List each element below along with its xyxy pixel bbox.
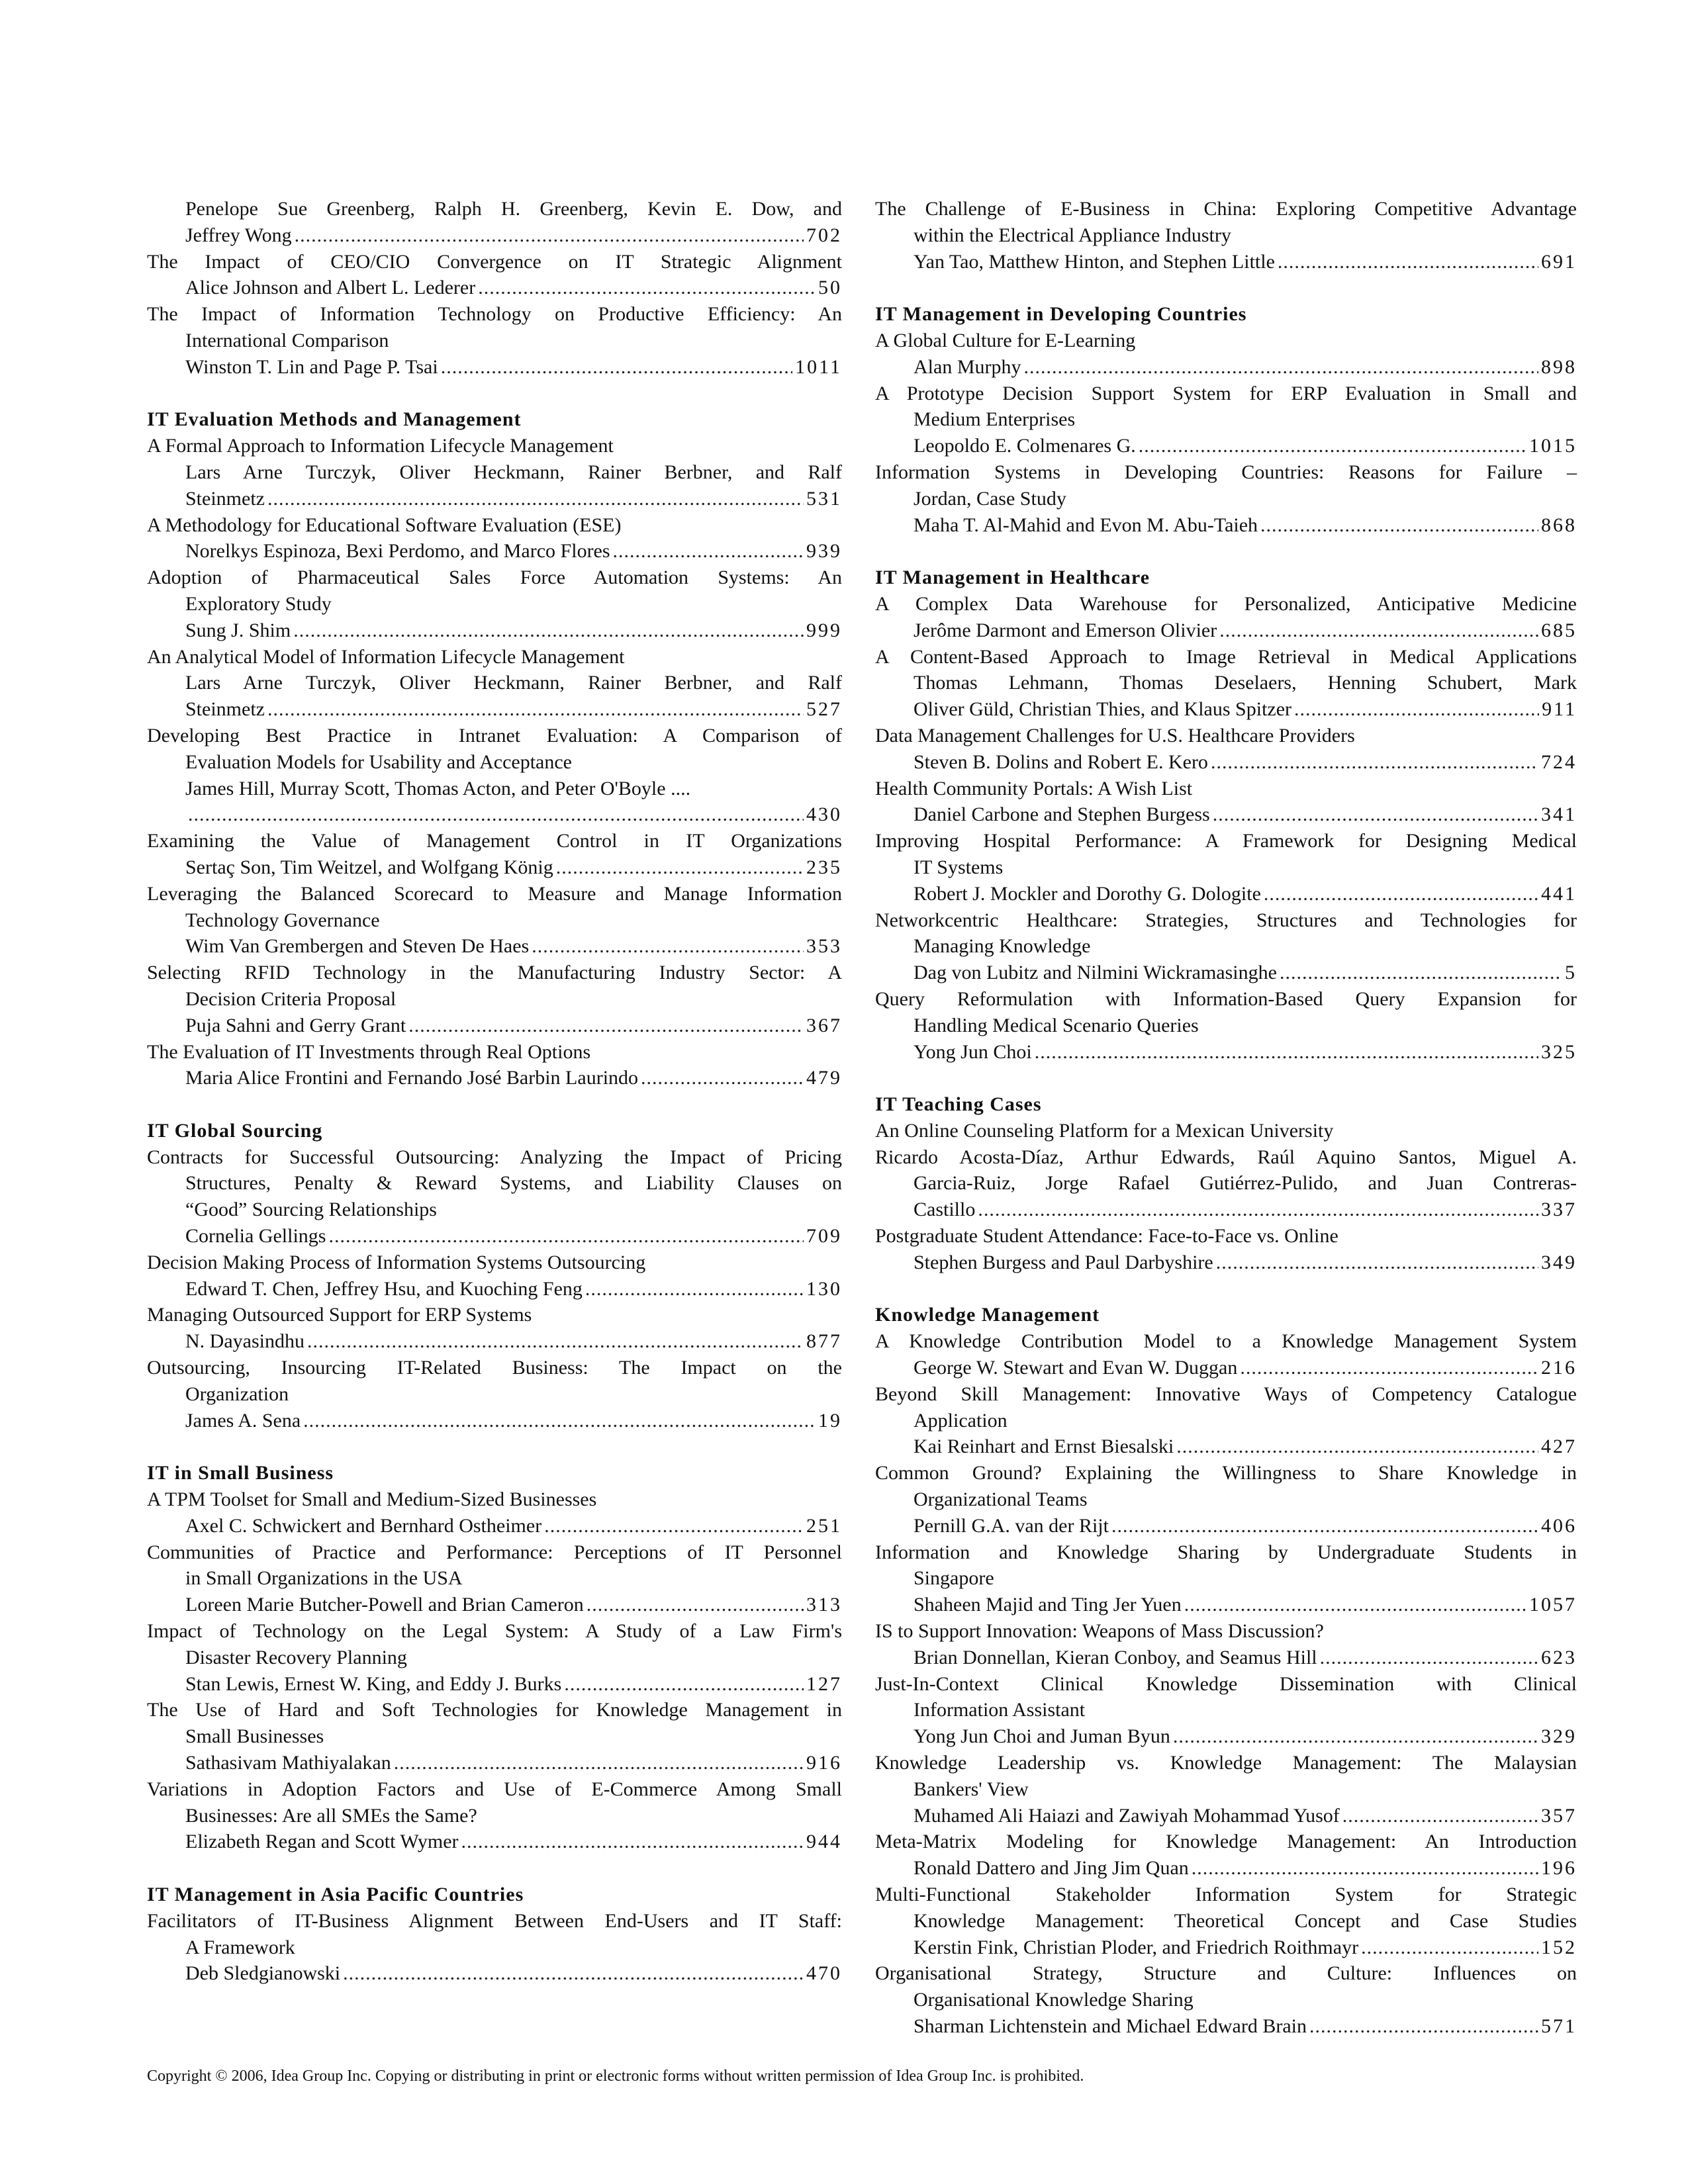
entry-authors-page [875,749,1577,776]
page-number: 916 [806,1752,842,1774]
entry-authors-page [875,1803,1577,1829]
entry-authors-page [875,1250,1577,1276]
entry-title: Businesses: Are all SMEs the Same? [185,1804,477,1827]
leader-dots [1176,1433,1538,1460]
entry-authors: Lars Arne Turczyk, Oliver Heckmann, Rainer Berbner, and Ralf [185,461,842,483]
entry-authors: Steven B. Dolins and Robert E. Kero [914,751,1208,773]
entry-authors: Steinmetz [185,487,265,510]
entry-title: A TPM Toolset for Small and Medium-Sized Businesses [147,1488,597,1511]
leader-dots [408,1013,804,1039]
entry-authors: Daniel Carbone and Stephen Burgess [914,803,1210,826]
page-number: 623 [1541,1646,1577,1668]
leader-dots [1309,2013,1538,2040]
left-column [147,196,842,1987]
entry-authors: Winston T. Lin and Page P. Tsai [185,355,438,378]
entry-title: Examining the Value of Management Control in IT Organizations [147,830,842,852]
entry-title: “Good” Sourcing Relationships [185,1199,437,1221]
leader-dots [978,1197,1538,1223]
entry-title: Medium Enterprises [914,408,1076,431]
page-number: 527 [806,698,842,721]
entry-title: Facilitators of IT-Business Alignment Between End-Users and IT Staff: [147,1909,842,1932]
entry-authors-page [147,1829,842,1855]
entry-title: Information Assistant [914,1699,1086,1721]
section-spacer [147,381,842,407]
entry-authors: Yong Jun Choi and Juman Byun [914,1725,1170,1748]
leader-dots [1184,1592,1526,1618]
page-number: 479 [806,1067,842,1089]
entry-authors: Sathasivam Mathiyalakan [185,1752,391,1774]
section-heading: Knowledge Management [875,1304,1100,1326]
entry-title: An Analytical Model of Information Lifecycle Management [147,645,625,668]
entry-authors-page [147,933,842,960]
entry-title: Decision Criteria Proposal [185,987,397,1010]
entry-title: Common Ground? Explaining the Willingness to Share Knowledge in [875,1462,1577,1484]
entry-authors-page [875,1855,1577,1882]
page-number: 50 [818,277,842,299]
section-heading: IT Evaluation Methods and Management [147,408,522,431]
entry-title: A Framework [185,1936,295,1958]
leader-dots [564,1671,804,1698]
page-number: 5 [1565,962,1577,984]
leader-dots [544,1513,804,1539]
entry-authors-page [875,960,1577,986]
leader-dots [1111,1513,1538,1539]
entry-title: Networkcentric Healthcare: Strategies, Structures and Technologies for [875,909,1577,931]
entry-title: A Methodology for Educational Software Evaluation (ESE) [147,514,622,536]
entry-title: Knowledge Management: Theoretical Concept and Case Studies [914,1909,1577,1932]
entry-title: Selecting RFID Technology in the Manufacturing Industry Sector: A [147,962,842,984]
entry-authors: Penelope Sue Greenberg, Ralph H. Greenberg, Kevin E. Dow, and [185,198,842,220]
entry-authors-page [147,1750,842,1776]
page-number: 216 [1541,1357,1577,1379]
leader-dots [1211,749,1538,776]
leader-dots [461,1829,804,1855]
page-number: 349 [1541,1251,1577,1273]
entry-title: Handling Medical Scenario Queries [914,1014,1199,1036]
entry-title: Multi-Functional Stakeholder Information System for Strategic [875,1884,1577,1905]
entry-title: The Impact of Information Technology on Productive Efficiency: An [147,303,842,326]
leader-dots [1278,249,1538,275]
entry-title: Information and Knowledge Sharing by Undergraduate Students in [875,1541,1577,1563]
page-number: 337 [1541,1199,1577,1221]
entry-authors: Pernill G.A. van der Rijt [914,1514,1109,1537]
entry-title: Evaluation Models for Usability and Acceptance [185,751,572,773]
entry-authors-page [875,354,1577,381]
leader-dots [1294,696,1539,723]
page-number: 877 [806,1330,842,1353]
leader-dots [585,1276,804,1302]
entry-authors-page [875,801,1577,828]
entry-title: Structures, Penalty & Reward Systems, and Liability Clauses on [185,1172,842,1195]
page-number: 944 [806,1831,842,1853]
page-number: 470 [806,1962,842,1985]
entry-title: Organization [185,1383,289,1405]
entry-authors: George W. Stewart and Evan W. Duggan [914,1357,1238,1379]
page-number: 313 [806,1594,842,1616]
section-heading: IT Management in Healthcare [875,567,1150,589]
entry-authors: Brian Donnellan, Kieran Conboy, and Seamus Hill [914,1646,1317,1668]
section-heading: IT in Small Business [147,1462,334,1484]
page-number: 939 [806,540,842,563]
page-number: 724 [1541,751,1577,773]
leader-dots [1361,1934,1538,1961]
entry-authors: Thomas Lehmann, Thomas Deselaers, Henning Schubert, Mark [914,672,1577,694]
entry-title: The Evaluation of IT Investments through Real Options [147,1040,591,1063]
entry-authors-page [147,275,842,301]
entry-title: Singapore [914,1567,994,1590]
entry-title: Contracts for Successful Outsourcing: Analyzing the Impact of Pricing [147,1146,842,1168]
entry-title: Jordan, Case Study [914,487,1066,510]
section-spacer [875,538,1577,565]
section-spacer [875,1276,1577,1302]
leader-dots [394,1750,804,1776]
entry-authors: James A. Sena [185,1409,301,1432]
entry-authors: Steinmetz [185,698,265,721]
leader-dots [343,1960,804,1987]
leader-dots [1035,1039,1538,1066]
entry-authors-page [147,801,842,828]
section-heading: IT Management in Asia Pacific Countries [147,1884,524,1905]
entry-title: Outsourcing, Insourcing IT-Related Business: The Impact on the [147,1357,842,1379]
entry-authors: Muhamed Ali Haiazi and Zawiyah Mohammad Yusof [914,1804,1340,1827]
entry-authors-page [147,854,842,881]
leader-dots [556,854,804,881]
entry-title: Organisational Strategy, Structure and Culture: Influences on [875,1962,1577,1985]
entry-authors-page [875,433,1577,459]
leader-dots [478,275,816,301]
copyright-footer: Copyright © 2006, Idea Group Inc. Copying or distributing in print or electronic forms without written permission of Idea Group Inc. is prohibited. [147,2068,1084,2085]
page-number: 357 [1541,1804,1577,1827]
page-number: 130 [806,1277,842,1300]
entry-title: Bankers' View [914,1778,1029,1800]
entry-authors-page [875,617,1577,644]
page-number: 691 [1541,250,1577,273]
page-number: 441 [1541,882,1577,905]
leader-dots [295,222,804,249]
page-number: 367 [806,1014,842,1036]
entry-title: Beyond Skill Management: Innovative Ways of Competency Catalogue [875,1383,1577,1405]
entry-authors: James Hill, Murray Scott, Thomas Acton, and Peter O'Boyle .... [185,777,691,799]
page-number: 430 [806,803,842,826]
entry-title: Managing Outsourced Support for ERP Systems [147,1304,532,1326]
entry-authors: Maria Alice Frontini and Fernando José Barbin Laurindo [185,1067,639,1089]
leader-dots [1320,1645,1538,1671]
entry-authors: Wim Van Grembergen and Steven De Haes [185,935,530,958]
entry-title: Health Community Portals: A Wish List [875,777,1193,799]
entry-authors: Elizabeth Regan and Scott Wymer [185,1831,459,1853]
section-spacer [147,1433,842,1460]
entry-authors-page [147,696,842,723]
page-number: 329 [1541,1725,1577,1748]
entry-authors-page [147,1408,842,1434]
entry-authors: Kerstin Fink, Christian Ploder, and Friedrich Roithmayr [914,1936,1359,1958]
section-spacer [147,1091,842,1118]
entry-title: The Challenge of E-Business in China: Exploring Competitive Advantage [875,198,1577,220]
leader-dots [188,801,804,828]
leader-dots [1023,354,1538,381]
entry-title: Organizational Teams [914,1488,1088,1511]
entry-authors-page [147,486,842,512]
entry-authors: Alan Murphy [914,355,1021,378]
entry-authors-page [875,696,1577,723]
leader-dots [532,933,804,960]
entry-title: in Small Organizations in the USA [185,1567,463,1590]
entry-authors-page [147,1513,842,1539]
page-number: 196 [1541,1857,1577,1880]
page-number: 427 [1541,1435,1577,1458]
entry-title: Information Systems in Developing Countries: Reasons for Failure – [875,461,1577,483]
entry-authors: Deb Sledgianowski [185,1962,341,1985]
entry-authors: Kai Reinhart and Ernst Biesalski [914,1435,1174,1458]
section-heading: IT Global Sourcing [147,1119,323,1142]
entry-title: Small Businesses [185,1725,324,1748]
leader-dots [586,1592,804,1618]
entry-title: Impact of Technology on the Legal System: A Study of a Law Firm's [147,1620,842,1643]
leader-dots [1280,960,1562,986]
entry-authors-page [875,1039,1577,1066]
entry-authors-page [147,1671,842,1698]
entry-authors-page [875,512,1577,539]
entry-authors: Leopoldo E. Colmenares G. [914,435,1136,457]
page-number: 999 [806,619,842,641]
page-number: 19 [818,1409,842,1432]
leader-dots [1260,512,1538,539]
section-spacer [875,1065,1577,1091]
entry-title: Just-In-Context Clinical Knowledge Dissemination with Clinical [875,1672,1577,1695]
entry-authors-page [875,1513,1577,1539]
entry-authors-page [147,354,842,381]
entry-authors: Puja Sahni and Gerry Grant [185,1014,406,1036]
entry-authors-page [875,1934,1577,1961]
entry-title: Garcia-Ruiz, Jorge Rafael Gutiérrez-Pulido, and Juan Contreras- [914,1172,1577,1195]
leader-dots [1264,881,1538,907]
leader-dots [441,354,792,381]
page-number: 685 [1541,619,1577,641]
entry-title: A Content-Based Approach to Image Retrieval in Medical Applications [875,645,1577,668]
entry-authors: Ronald Dattero and Jing Jim Quan [914,1857,1189,1880]
leader-dots [1342,1803,1538,1829]
entry-authors: Robert J. Mockler and Dorothy G. Dologite [914,882,1261,905]
entry-authors: Stephen Burgess and Paul Darbyshire [914,1251,1213,1273]
page-number: 911 [1542,698,1577,721]
entry-title: IT Systems [914,856,1004,878]
entry-authors: Edward T. Chen, Jeffrey Hsu, and Kuoching Feng [185,1277,583,1300]
entry-authors: Yan Tao, Matthew Hinton, and Stephen Little [914,250,1275,273]
page-number: 235 [806,856,842,878]
entry-authors: Alice Johnson and Albert L. Lederer [185,277,476,299]
page-number: 898 [1541,355,1577,378]
entry-authors-page [147,1013,842,1039]
entry-authors: Dag von Lubitz and Nilmini Wickramasinghe [914,962,1277,984]
entry-authors: Sertaç Son, Tim Weitzel, and Wolfgang König [185,856,553,878]
entry-authors-page [875,1645,1577,1671]
leader-dots [1213,801,1538,828]
leader-dots [303,1408,816,1434]
page-number: 1011 [795,355,842,378]
entry-authors-page [875,249,1577,275]
entry-authors: N. Dayasindhu [185,1330,305,1353]
entry-authors-page [147,1592,842,1618]
entry-title: Managing Knowledge [914,935,1091,958]
entry-title: Meta-Matrix Modeling for Knowledge Management: An Introduction [875,1831,1577,1853]
entry-authors-page [875,2013,1577,2040]
entry-authors: Shaheen Majid and Ting Jer Yuen [914,1594,1182,1616]
entry-authors: Jeffrey Wong [185,224,292,246]
entry-title: A Knowledge Contribution Model to a Knowledge Management System [875,1330,1577,1353]
page-number: 251 [806,1514,842,1537]
entry-title: Leveraging the Balanced Scorecard to Measure and Manage Information [147,882,842,905]
entry-title: Variations in Adoption Factors and Use of E-Commerce Among Small [147,1778,842,1800]
leader-dots [307,1328,804,1355]
entry-authors-page [147,538,842,565]
entry-authors: Oliver Güld, Christian Thies, and Klaus Spitzer [914,698,1292,721]
entry-authors-page [875,881,1577,907]
entry-title: The Use of Hard and Soft Technologies for Knowledge Management in [147,1699,842,1721]
entry-authors-page [147,617,842,644]
entry-title: Disaster Recovery Planning [185,1646,407,1668]
page-number: 152 [1541,1936,1577,1958]
page-number: 709 [806,1225,842,1248]
entry-title: A Formal Approach to Information Lifecycle Management [147,435,614,457]
leader-dots [1219,617,1538,644]
entry-authors-page [875,1355,1577,1381]
entry-authors-page [147,1223,842,1250]
leader-dots [293,617,804,644]
entry-title: The Impact of CEO/CIO Convergence on IT Strategic Alignment [147,250,842,273]
entry-title: A Complex Data Warehouse for Personalized, Anticipative Medicine [875,592,1577,615]
entry-authors: Loreen Marie Butcher-Powell and Brian Cameron [185,1594,584,1616]
entry-authors: Castillo [914,1199,976,1221]
leader-dots [1240,1355,1538,1381]
page-number: 531 [806,487,842,510]
leader-dots [267,696,804,723]
page-number: 571 [1541,2015,1577,2037]
entry-authors-page [147,1960,842,1987]
entry-title: Application [914,1409,1008,1432]
entry-authors: Stan Lewis, Ernest W. King, and Eddy J. Burks [185,1672,562,1695]
entry-authors: Sharman Lichtenstein and Michael Edward Brain [914,2015,1307,2037]
entry-title: A Prototype Decision Support System for ERP Evaluation in Small and [875,382,1577,404]
entry-title: Developing Best Practice in Intranet Evaluation: A Comparison of [147,724,842,747]
entry-title: Query Reformulation with Information-Based Query Expansion for [875,987,1577,1010]
section-spacer [147,1855,842,1882]
leader-dots [267,486,804,512]
entry-title: Adoption of Pharmaceutical Sales Force Automation Systems: An [147,567,842,589]
entry-authors: Sung J. Shim [185,619,291,641]
entry-authors-page [875,1592,1577,1618]
entry-title: Postgraduate Student Attendance: Face-to-Face vs. Online [875,1225,1338,1248]
leader-dots [1173,1723,1538,1750]
leader-dots [1216,1250,1538,1276]
entry-authors-page [147,1328,842,1355]
entry-title: International Comparison [185,329,389,351]
entry-title: Ricardo Acosta-Díaz, Arthur Edwards, Raúl Aquino Santos, Miguel A. [875,1146,1577,1168]
entry-authors: Lars Arne Turczyk, Oliver Heckmann, Rainer Berbner, and Ralf [185,672,842,694]
entry-title: Improving Hospital Performance: A Framework for Designing Medical [875,830,1577,852]
entry-authors-page [147,222,842,249]
entry-title: Communities of Practice and Performance: Perceptions of IT Personnel [147,1541,842,1563]
page-number: 702 [806,224,842,246]
section-heading: IT Teaching Cases [875,1093,1042,1116]
entry-authors: Maha T. Al-Mahid and Evon M. Abu-Taieh [914,514,1258,536]
leader-dots [641,1065,804,1091]
page-number: 406 [1541,1514,1577,1537]
entry-title: An Online Counseling Platform for a Mexican University [875,1119,1334,1142]
entry-title: Technology Governance [185,909,380,931]
leader-dots [1192,1855,1538,1882]
page-number: 127 [806,1672,842,1695]
entry-authors-page [147,1276,842,1302]
entry-title: Knowledge Leadership vs. Knowledge Management: The Malaysian [875,1752,1577,1774]
leader-dots [1139,433,1526,459]
page-number: 1057 [1529,1594,1577,1616]
right-column [875,196,1577,2040]
entry-title: Data Management Challenges for U.S. Healthcare Providers [875,724,1355,747]
entry-title: A Global Culture for E-Learning [875,329,1136,351]
entry-authors: Cornelia Gellings [185,1225,326,1248]
entry-title: Decision Making Process of Information Systems Outsourcing [147,1251,646,1273]
section-heading: IT Management in Developing Countries [875,303,1247,326]
entry-title: Organisational Knowledge Sharing [914,1989,1194,2011]
entry-authors-page [875,1197,1577,1223]
entry-title: IS to Support Innovation: Weapons of Mass Discussion? [875,1620,1324,1643]
page-number: 341 [1541,803,1577,826]
entry-authors: Jerôme Darmont and Emerson Olivier [914,619,1217,641]
entry-title: within the Electrical Appliance Industry [914,224,1231,246]
section-spacer [875,275,1577,301]
page-number: 1015 [1529,435,1577,457]
entry-authors-page [875,1433,1577,1460]
page-number: 353 [806,935,842,958]
entry-authors: Norelkys Espinoza, Bexi Perdomo, and Marco Flores [185,540,610,563]
entry-authors: Yong Jun Choi [914,1040,1032,1063]
page-number: 325 [1541,1040,1577,1063]
leader-dots [613,538,804,565]
entry-title: Exploratory Study [185,592,332,615]
page-number: 868 [1541,514,1577,536]
entry-authors-page [147,1065,842,1091]
entry-authors: Axel C. Schwickert and Bernhard Ostheimer [185,1514,542,1537]
entry-authors-page [875,1723,1577,1750]
leader-dots [328,1223,804,1250]
